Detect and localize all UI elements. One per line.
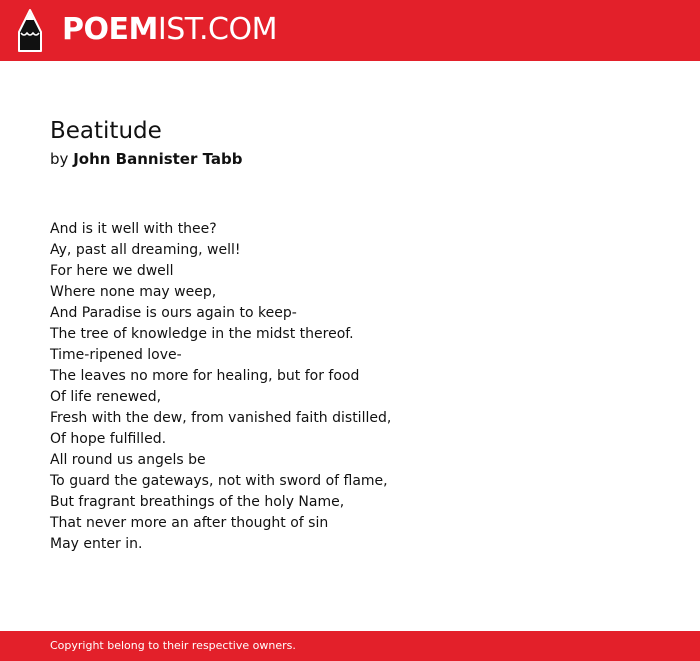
byline <box>50 148 243 170</box>
poem-line: The leaves no more for healing, but for food <box>50 368 360 384</box>
poem-body <box>50 219 391 555</box>
poem-line: And Paradise is ours again to keep- <box>50 305 297 321</box>
site-logo-text[interactable] <box>62 10 277 50</box>
poem-line: Of hope fulfilled. <box>50 431 167 447</box>
poem-title: Beatitude <box>50 118 162 144</box>
site-name-light: IST.COM <box>157 12 277 47</box>
poem-line: That never more an after thought of sin <box>50 515 329 531</box>
poem-line: The tree of knowledge in the midst thereof. <box>50 326 354 342</box>
poem-line: But fragrant breathings of the holy Name, <box>50 494 345 510</box>
pencil-tip-icon <box>18 9 42 52</box>
poem-line: All round us angels be <box>50 452 206 468</box>
site-header <box>0 0 700 61</box>
site-name-strong: POEM <box>62 12 158 47</box>
poem-line: May enter in. <box>50 536 143 552</box>
poem-line: Where none may weep, <box>50 284 217 300</box>
author-name: John Bannister Tabb <box>73 150 243 168</box>
by-label: by <box>50 150 69 168</box>
poem-line: To guard the gateways, not with sword of flame, <box>50 473 388 489</box>
poem-line: Ay, past all dreaming, well! <box>50 242 241 258</box>
poem-line: Of life renewed, <box>50 389 162 405</box>
poem-line: Fresh with the dew, from vanished faith distilled, <box>50 410 392 426</box>
poem-line: And is it well with thee? <box>50 221 217 237</box>
copyright-notice: Copyright belong to their respective owners. <box>50 639 296 652</box>
poem-line: Time-ripened love- <box>50 347 182 363</box>
site-footer <box>0 631 700 661</box>
poem-line: For here we dwell <box>50 263 174 279</box>
